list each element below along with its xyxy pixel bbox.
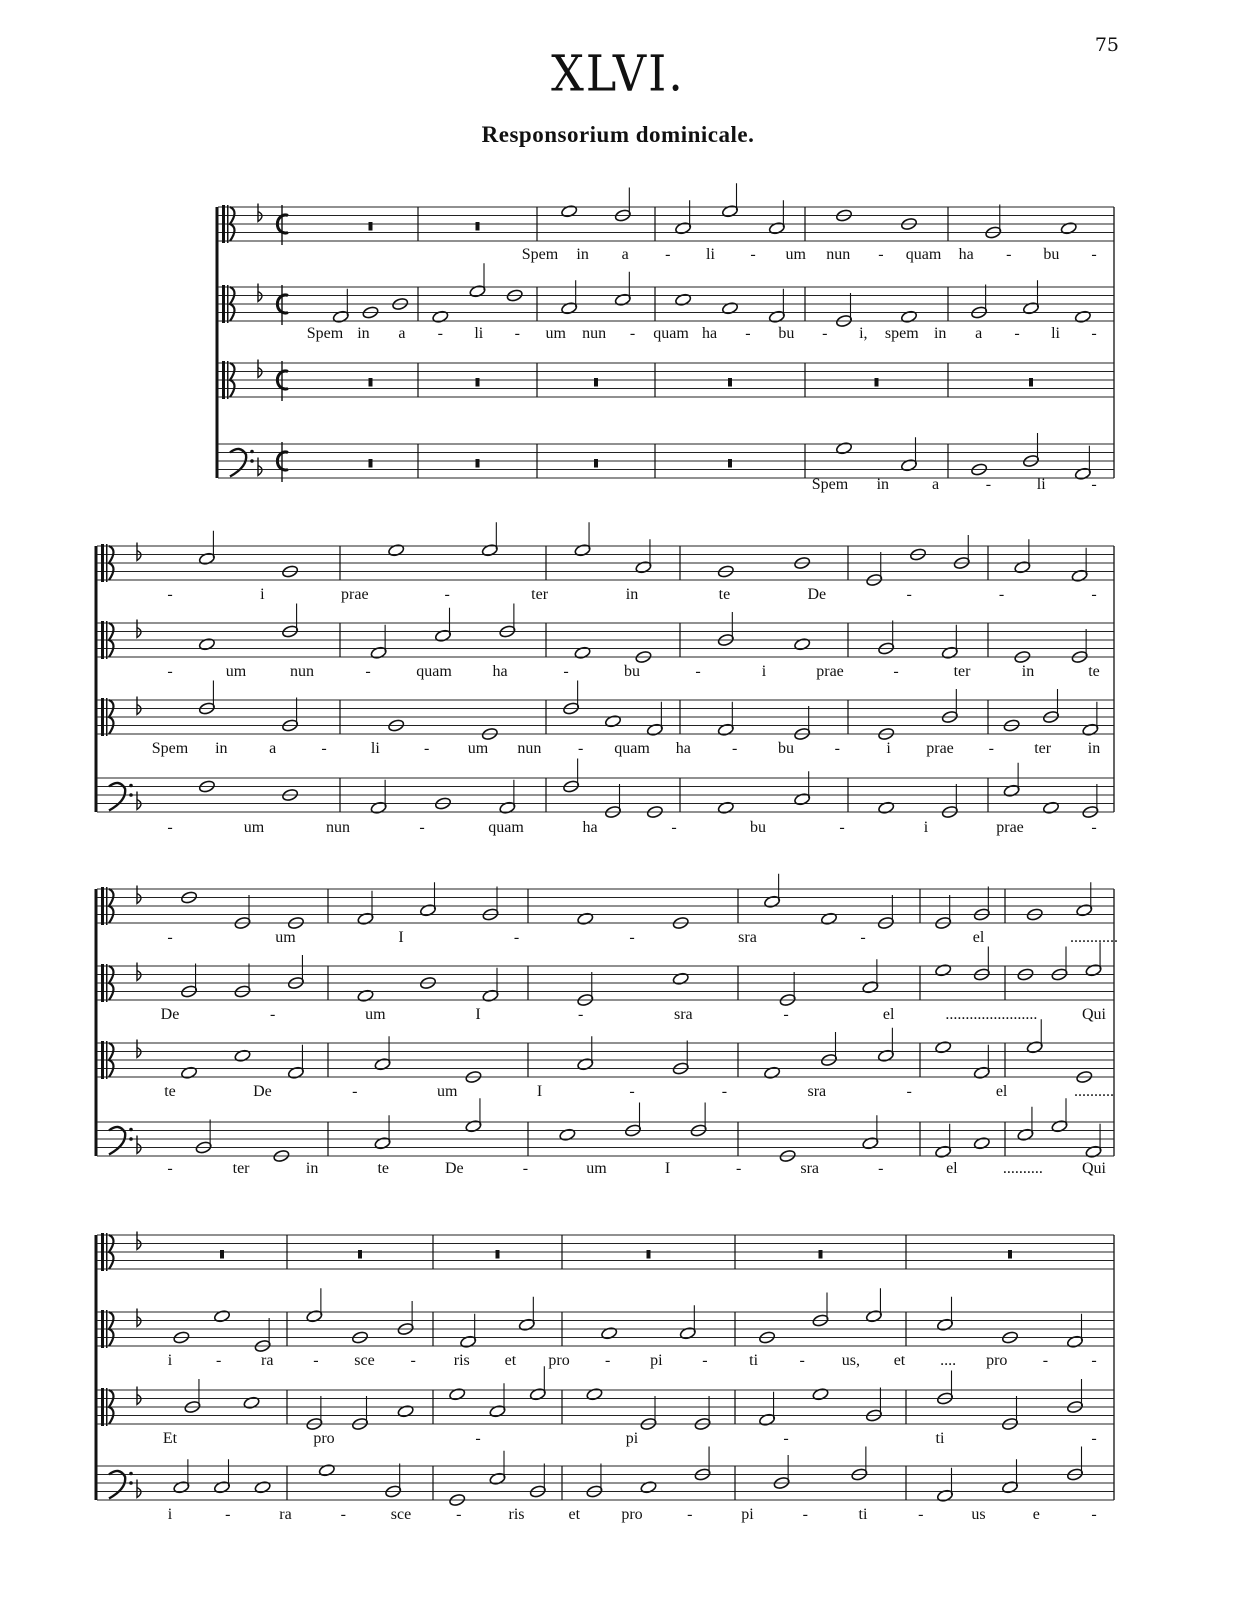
notehead <box>1074 310 1091 324</box>
lyric-syllable: quam <box>905 246 942 263</box>
lyric-syllable: ....................... <box>945 1006 1038 1023</box>
lyric-syllable: - <box>731 740 738 757</box>
lyric-syllable: De <box>807 586 827 603</box>
c-clef-icon <box>106 1041 108 1079</box>
lyric-syllable: ter <box>1034 740 1052 757</box>
rest-icon <box>728 378 732 387</box>
notehead <box>717 801 734 815</box>
lyric-syllable: bu <box>1043 246 1060 263</box>
lyric-syllable: Et <box>162 1430 178 1447</box>
flat-icon <box>137 1232 141 1250</box>
lyric-syllable: - <box>906 586 912 603</box>
lyric-syllable: prae <box>996 819 1024 836</box>
lyric-syllable: i <box>260 586 265 603</box>
notehead <box>388 543 405 557</box>
lyric-syllable: um <box>436 1083 458 1100</box>
lyric-syllable: - <box>605 1352 611 1369</box>
lyric-syllable: nun <box>290 663 314 680</box>
flat-icon <box>137 1309 141 1327</box>
lyric-syllable: ha <box>492 663 508 680</box>
lyric-syllable: - <box>878 246 884 263</box>
c-clef-icon <box>106 1310 108 1348</box>
lyric-syllable: - <box>671 819 677 836</box>
lyric-syllable: - <box>167 663 173 680</box>
flat-icon <box>137 1387 141 1405</box>
lyric-syllable: - <box>878 1160 884 1177</box>
rest-icon <box>875 378 879 387</box>
lyric-syllable: - <box>513 929 520 946</box>
c-clef-icon <box>101 1310 104 1348</box>
lyric-syllable: quam <box>488 819 524 836</box>
lyric-syllable: et <box>568 1506 581 1523</box>
notehead <box>180 1066 197 1080</box>
notehead <box>559 1128 576 1142</box>
lyric-syllable: us <box>971 1506 986 1523</box>
lyric-syllable: e <box>1032 1506 1040 1523</box>
f-clef-dot <box>129 1481 133 1485</box>
lyric-syllable: li <box>1051 325 1060 342</box>
c-clef-icon <box>101 698 104 736</box>
lyric-syllable: - <box>735 1160 742 1177</box>
lyric-syllable: pro <box>548 1352 570 1369</box>
notehead <box>973 1136 990 1150</box>
lyric-syllable: ris <box>508 1506 525 1523</box>
lyric-syllable: pi <box>625 1430 639 1447</box>
lyric-syllable: ti <box>749 1352 759 1369</box>
c-clef-icon <box>106 698 108 736</box>
lyric-syllable: - <box>167 819 173 836</box>
lyric-syllable: - <box>988 740 994 757</box>
lyric-syllable: - <box>1006 246 1012 263</box>
lyric-syllable: ra <box>261 1352 274 1369</box>
notehead <box>640 1480 657 1494</box>
f-clef-icon <box>109 783 125 811</box>
lyric-syllable: ha <box>675 740 691 757</box>
lyric-syllable: us, <box>841 1352 860 1369</box>
notehead <box>764 1066 781 1080</box>
c-clef-icon <box>106 621 108 659</box>
notehead <box>812 1387 829 1401</box>
lyric-syllable: Qui <box>1082 1160 1106 1177</box>
lyric-syllable: .......... <box>1002 1160 1043 1177</box>
lyric-syllable: - <box>1091 1506 1097 1523</box>
lyric-syllable: a <box>932 476 940 493</box>
lyric-syllable: bu <box>750 819 766 836</box>
lyric-syllable: - <box>745 325 751 342</box>
lyric-syllable: um <box>586 1160 607 1177</box>
flat-icon <box>258 204 262 222</box>
rest-icon <box>496 1250 500 1259</box>
c-clef-icon <box>101 621 104 659</box>
lyric-syllable: - <box>225 1506 231 1523</box>
lyric-syllable: et <box>893 1352 906 1369</box>
rest-icon <box>369 459 373 468</box>
lyric-syllable: - <box>269 1006 276 1023</box>
lyric-syllable: - <box>702 1352 708 1369</box>
lyric-syllable: - <box>577 1006 584 1023</box>
lyric-syllable: De <box>253 1083 272 1100</box>
lyric-syllable: I <box>398 929 404 946</box>
rest-icon <box>728 459 732 468</box>
flat-icon <box>258 458 262 476</box>
lyric-syllable: - <box>687 1506 693 1523</box>
lyric-syllable: - <box>918 1506 924 1523</box>
flat-icon <box>258 284 262 302</box>
lyric-syllable: Spem <box>521 246 559 263</box>
lyric-syllable: i, <box>859 325 868 342</box>
page-number: 75 <box>1094 34 1119 56</box>
flat-icon <box>137 792 141 810</box>
c-clef-icon <box>101 544 104 582</box>
lyric-syllable: ............ <box>1070 929 1118 946</box>
lyric-syllable: - <box>419 819 425 836</box>
lyric-syllable: nun <box>582 325 607 342</box>
lyric-syllable: sce <box>354 1352 375 1369</box>
lyric-syllable: - <box>437 325 444 342</box>
lyric-syllable: sra <box>800 1160 820 1177</box>
notehead <box>213 1309 230 1323</box>
lyric-syllable: quam <box>653 325 689 342</box>
f-clef-dot <box>129 784 133 788</box>
lyric-syllable: - <box>321 740 327 757</box>
lyric-syllable: li <box>706 246 715 263</box>
lyric-syllable: - <box>1091 1430 1097 1447</box>
flat-icon <box>137 1040 141 1058</box>
lyric-syllable: Spem <box>306 325 344 342</box>
lyric-syllable: I <box>536 1083 543 1100</box>
lyric-syllable: ter <box>531 586 549 603</box>
lyric-syllable: - <box>563 663 569 680</box>
lyric-syllable: et <box>504 1352 517 1369</box>
lyric-syllable: a <box>975 325 983 342</box>
lyric-syllable: i <box>886 740 891 757</box>
lyric-syllable: - <box>750 246 756 263</box>
lyric-syllable: nun <box>326 819 350 836</box>
c-clef-icon <box>101 1041 104 1079</box>
lyric-syllable: i <box>761 663 767 680</box>
lyric-syllable: - <box>167 929 173 946</box>
lyric-syllable: - <box>444 586 450 603</box>
lyric-syllable: - <box>1091 325 1097 342</box>
lyric-syllable: te <box>377 1160 389 1177</box>
lyric-syllable: - <box>629 929 635 946</box>
flat-icon <box>137 543 141 561</box>
rest-icon <box>1029 378 1033 387</box>
lyric-syllable: in <box>625 586 639 603</box>
notehead <box>601 1326 618 1340</box>
lyric-syllable: - <box>906 1083 912 1100</box>
f-clef-dot <box>250 459 254 463</box>
lyric-syllable: - <box>839 819 845 836</box>
c-clef-icon <box>106 1388 108 1426</box>
lyric-syllable: De <box>444 1160 464 1177</box>
c-clef-icon <box>106 887 108 925</box>
lyric-syllable: pro <box>621 1506 643 1523</box>
notehead <box>935 1040 952 1054</box>
lyric-syllable: - <box>340 1506 346 1523</box>
lyric-syllable: - <box>1042 1352 1049 1369</box>
rest-icon <box>819 1250 823 1259</box>
lyric-syllable: i <box>923 819 929 836</box>
f-clef-dot <box>129 1128 133 1132</box>
rest-icon <box>369 222 373 231</box>
notehead <box>835 441 852 455</box>
notehead <box>721 301 738 315</box>
lyric-syllable: - <box>514 325 520 342</box>
lyric-syllable: nun <box>517 740 542 757</box>
f-clef-dot <box>129 1472 133 1476</box>
lyric-syllable: prae <box>816 663 844 680</box>
notehead <box>357 989 374 1003</box>
c-clef-icon <box>227 361 229 399</box>
c-clef-icon <box>106 544 108 582</box>
lyric-syllable: pi <box>650 1352 663 1369</box>
lyric-syllable: - <box>665 246 671 263</box>
lyric-syllable: - <box>629 325 636 342</box>
lyric-syllable: bu <box>778 325 795 342</box>
lyric-syllable: te <box>164 1083 176 1100</box>
piece-title: Responsorium dominicale. <box>481 122 755 147</box>
lyric-syllable: ha <box>958 246 974 263</box>
flat-icon <box>137 886 141 904</box>
lyric-syllable: - <box>860 929 866 946</box>
lyric-syllable: - <box>423 740 430 757</box>
lyric-syllable: um <box>243 819 265 836</box>
lyric-syllable: a <box>621 246 629 263</box>
rest-icon <box>594 459 598 468</box>
rest-icon <box>594 378 598 387</box>
notehead <box>604 714 621 728</box>
c-clef-icon <box>101 887 104 925</box>
lyric-syllable: el <box>995 1083 1008 1100</box>
lyric-syllable: - <box>1091 1352 1097 1369</box>
notehead <box>935 963 952 977</box>
lyric-syllable: um <box>545 325 566 342</box>
notehead <box>794 637 811 651</box>
c-clef-icon <box>101 1233 104 1271</box>
lyric-syllable: Spem <box>151 740 189 757</box>
f-clef-icon <box>109 1471 125 1499</box>
lyric-syllable: - <box>475 1430 481 1447</box>
lyric-syllable: um <box>785 246 806 263</box>
rest-icon <box>476 459 480 468</box>
lyric-syllable: I <box>475 1006 481 1023</box>
lyric-syllable: - <box>352 1083 358 1100</box>
lyric-syllable: prae <box>926 740 954 757</box>
lyric-syllable: - <box>1091 819 1097 836</box>
lyric-syllable: Spem <box>811 476 849 493</box>
lyric-syllable: pi <box>741 1506 754 1523</box>
lyric-syllable: ha <box>701 325 718 342</box>
lyric-syllable: - <box>410 1352 416 1369</box>
rest-icon <box>476 222 480 231</box>
lyric-syllable: in <box>1021 663 1035 680</box>
notehead <box>198 637 215 651</box>
lyric-syllable: - <box>802 1506 808 1523</box>
lyric-syllable: - <box>167 586 173 603</box>
notehead <box>878 801 895 815</box>
lyric-syllable: - <box>1091 246 1097 263</box>
c-clef-icon <box>227 205 229 243</box>
lyric-syllable: - <box>834 740 840 757</box>
lyric-syllable: - <box>629 1083 635 1100</box>
lyric-syllable: um <box>225 663 247 680</box>
lyric-syllable: - <box>695 663 701 680</box>
lyric-syllable: pro <box>313 1430 335 1447</box>
rest-icon <box>358 1250 362 1259</box>
lyric-syllable: li <box>370 740 380 757</box>
piece-number: XLVI. <box>551 43 685 103</box>
notehead <box>449 1387 466 1401</box>
notehead <box>586 1387 603 1401</box>
lyric-syllable: nun <box>826 246 851 263</box>
lyric-syllable: quam <box>416 663 452 680</box>
lyric-syllable: ti <box>935 1430 945 1447</box>
notehead <box>432 310 449 324</box>
lyric-syllable: - <box>998 586 1005 603</box>
rest-icon <box>647 1250 651 1259</box>
lyric-syllable: te <box>1088 663 1100 680</box>
lyric-syllable: pro <box>986 1352 1008 1369</box>
lyric-syllable: - <box>783 1430 789 1447</box>
lyric-syllable: - <box>721 1083 728 1100</box>
notehead <box>1060 221 1077 235</box>
lyric-syllable: spem <box>884 325 919 342</box>
c-clef-icon <box>106 964 108 1002</box>
lyric-syllable: - <box>1014 325 1020 342</box>
lyric-syllable: - <box>577 740 584 757</box>
notehead <box>234 1049 251 1063</box>
c-clef-icon <box>101 1388 104 1426</box>
lyric-syllable: in <box>357 325 370 342</box>
f-clef-dot <box>129 793 133 797</box>
lyric-syllable: prae <box>341 586 369 603</box>
lyric-syllable: sce <box>390 1506 412 1523</box>
notehead <box>1042 801 1059 815</box>
lyric-syllable: te <box>718 586 731 603</box>
flat-icon <box>137 1136 141 1154</box>
lyric-syllable: sra <box>674 1006 693 1023</box>
lyric-syllable: li <box>474 325 484 342</box>
notehead <box>243 1396 260 1410</box>
rest-icon <box>369 378 373 387</box>
notehead <box>675 293 692 307</box>
lyric-syllable: - <box>822 325 828 342</box>
lyric-syllable: ti <box>858 1506 868 1523</box>
lyric-syllable: quam <box>614 740 650 757</box>
notehead <box>672 972 689 986</box>
flat-icon <box>137 1480 141 1498</box>
lyric-syllable: in <box>576 246 589 263</box>
lyric-syllable: um <box>467 740 489 757</box>
lyric-syllable: in <box>933 325 947 342</box>
notehead <box>561 204 578 218</box>
c-clef-icon <box>106 1233 108 1271</box>
lyric-syllable: in <box>215 740 228 757</box>
lyric-syllable: ter <box>953 663 971 680</box>
lyric-syllable: ra <box>279 1506 292 1523</box>
c-clef-icon <box>222 285 225 323</box>
lyric-syllable: in <box>876 476 890 493</box>
lyric-syllable: li <box>1036 476 1046 493</box>
flat-icon <box>137 963 141 981</box>
lyric-syllable: sra <box>738 929 757 946</box>
lyric-syllable: - <box>456 1506 462 1523</box>
lyric-syllable: Qui <box>1082 1006 1106 1023</box>
lyric-syllable: - <box>1091 586 1097 603</box>
lyric-syllable: el <box>972 929 985 946</box>
lyric-syllable: i <box>167 1352 173 1369</box>
lyric-syllable: a <box>269 740 277 757</box>
rest-icon <box>476 378 480 387</box>
f-clef-icon <box>230 449 246 477</box>
notehead <box>820 912 837 926</box>
lyric-syllable: ha <box>582 819 598 836</box>
notehead <box>577 912 594 926</box>
f-clef-icon <box>109 1127 125 1155</box>
lyric-syllable: ter <box>232 1160 250 1177</box>
lyric-syllable: - <box>893 663 899 680</box>
lyric-syllable: bu <box>624 663 640 680</box>
notehead <box>254 1480 271 1494</box>
lyric-syllable: - <box>522 1160 529 1177</box>
lyric-syllable: .......... <box>1074 1083 1114 1100</box>
lyric-syllable: a <box>398 325 406 342</box>
lyric-syllable: - <box>365 663 371 680</box>
notehead <box>574 646 591 660</box>
lyric-syllable: ris <box>453 1352 470 1369</box>
lyric-syllable: - <box>985 476 992 493</box>
lyric-syllable: De <box>160 1006 180 1023</box>
notehead <box>900 310 917 324</box>
lyric-syllable: - <box>799 1352 805 1369</box>
lyric-syllable: in <box>1087 740 1101 757</box>
rest-icon <box>1008 1250 1012 1259</box>
lyric-syllable: um <box>365 1006 386 1023</box>
c-clef-icon <box>101 964 104 1002</box>
lyric-syllable: I <box>664 1160 671 1177</box>
lyric-syllable: - <box>1091 476 1097 493</box>
notehead <box>397 1404 414 1418</box>
c-clef-icon <box>222 205 225 243</box>
flat-icon <box>137 697 141 715</box>
c-clef-icon <box>227 285 229 323</box>
lyric-syllable: i <box>167 1506 173 1523</box>
lyric-syllable: - <box>313 1352 319 1369</box>
lyric-syllable: - <box>167 1160 173 1177</box>
lyric-syllable: - <box>783 1006 789 1023</box>
lyric-syllable: um <box>275 929 296 946</box>
f-clef-dot <box>129 1137 133 1141</box>
lyric-syllable: - <box>215 1352 222 1369</box>
flat-icon <box>258 360 262 378</box>
lyric-syllable: .... <box>940 1352 957 1369</box>
lyric-syllable: el <box>946 1160 958 1177</box>
lyric-syllable: bu <box>778 740 794 757</box>
c-clef-icon <box>222 361 225 399</box>
notehead <box>318 1463 335 1477</box>
lyric-syllable: in <box>305 1160 319 1177</box>
flat-icon <box>137 620 141 638</box>
lyric-syllable: el <box>882 1006 895 1023</box>
lyric-syllable: sra <box>807 1083 827 1100</box>
f-clef-dot <box>250 450 254 454</box>
rest-icon <box>220 1250 224 1259</box>
